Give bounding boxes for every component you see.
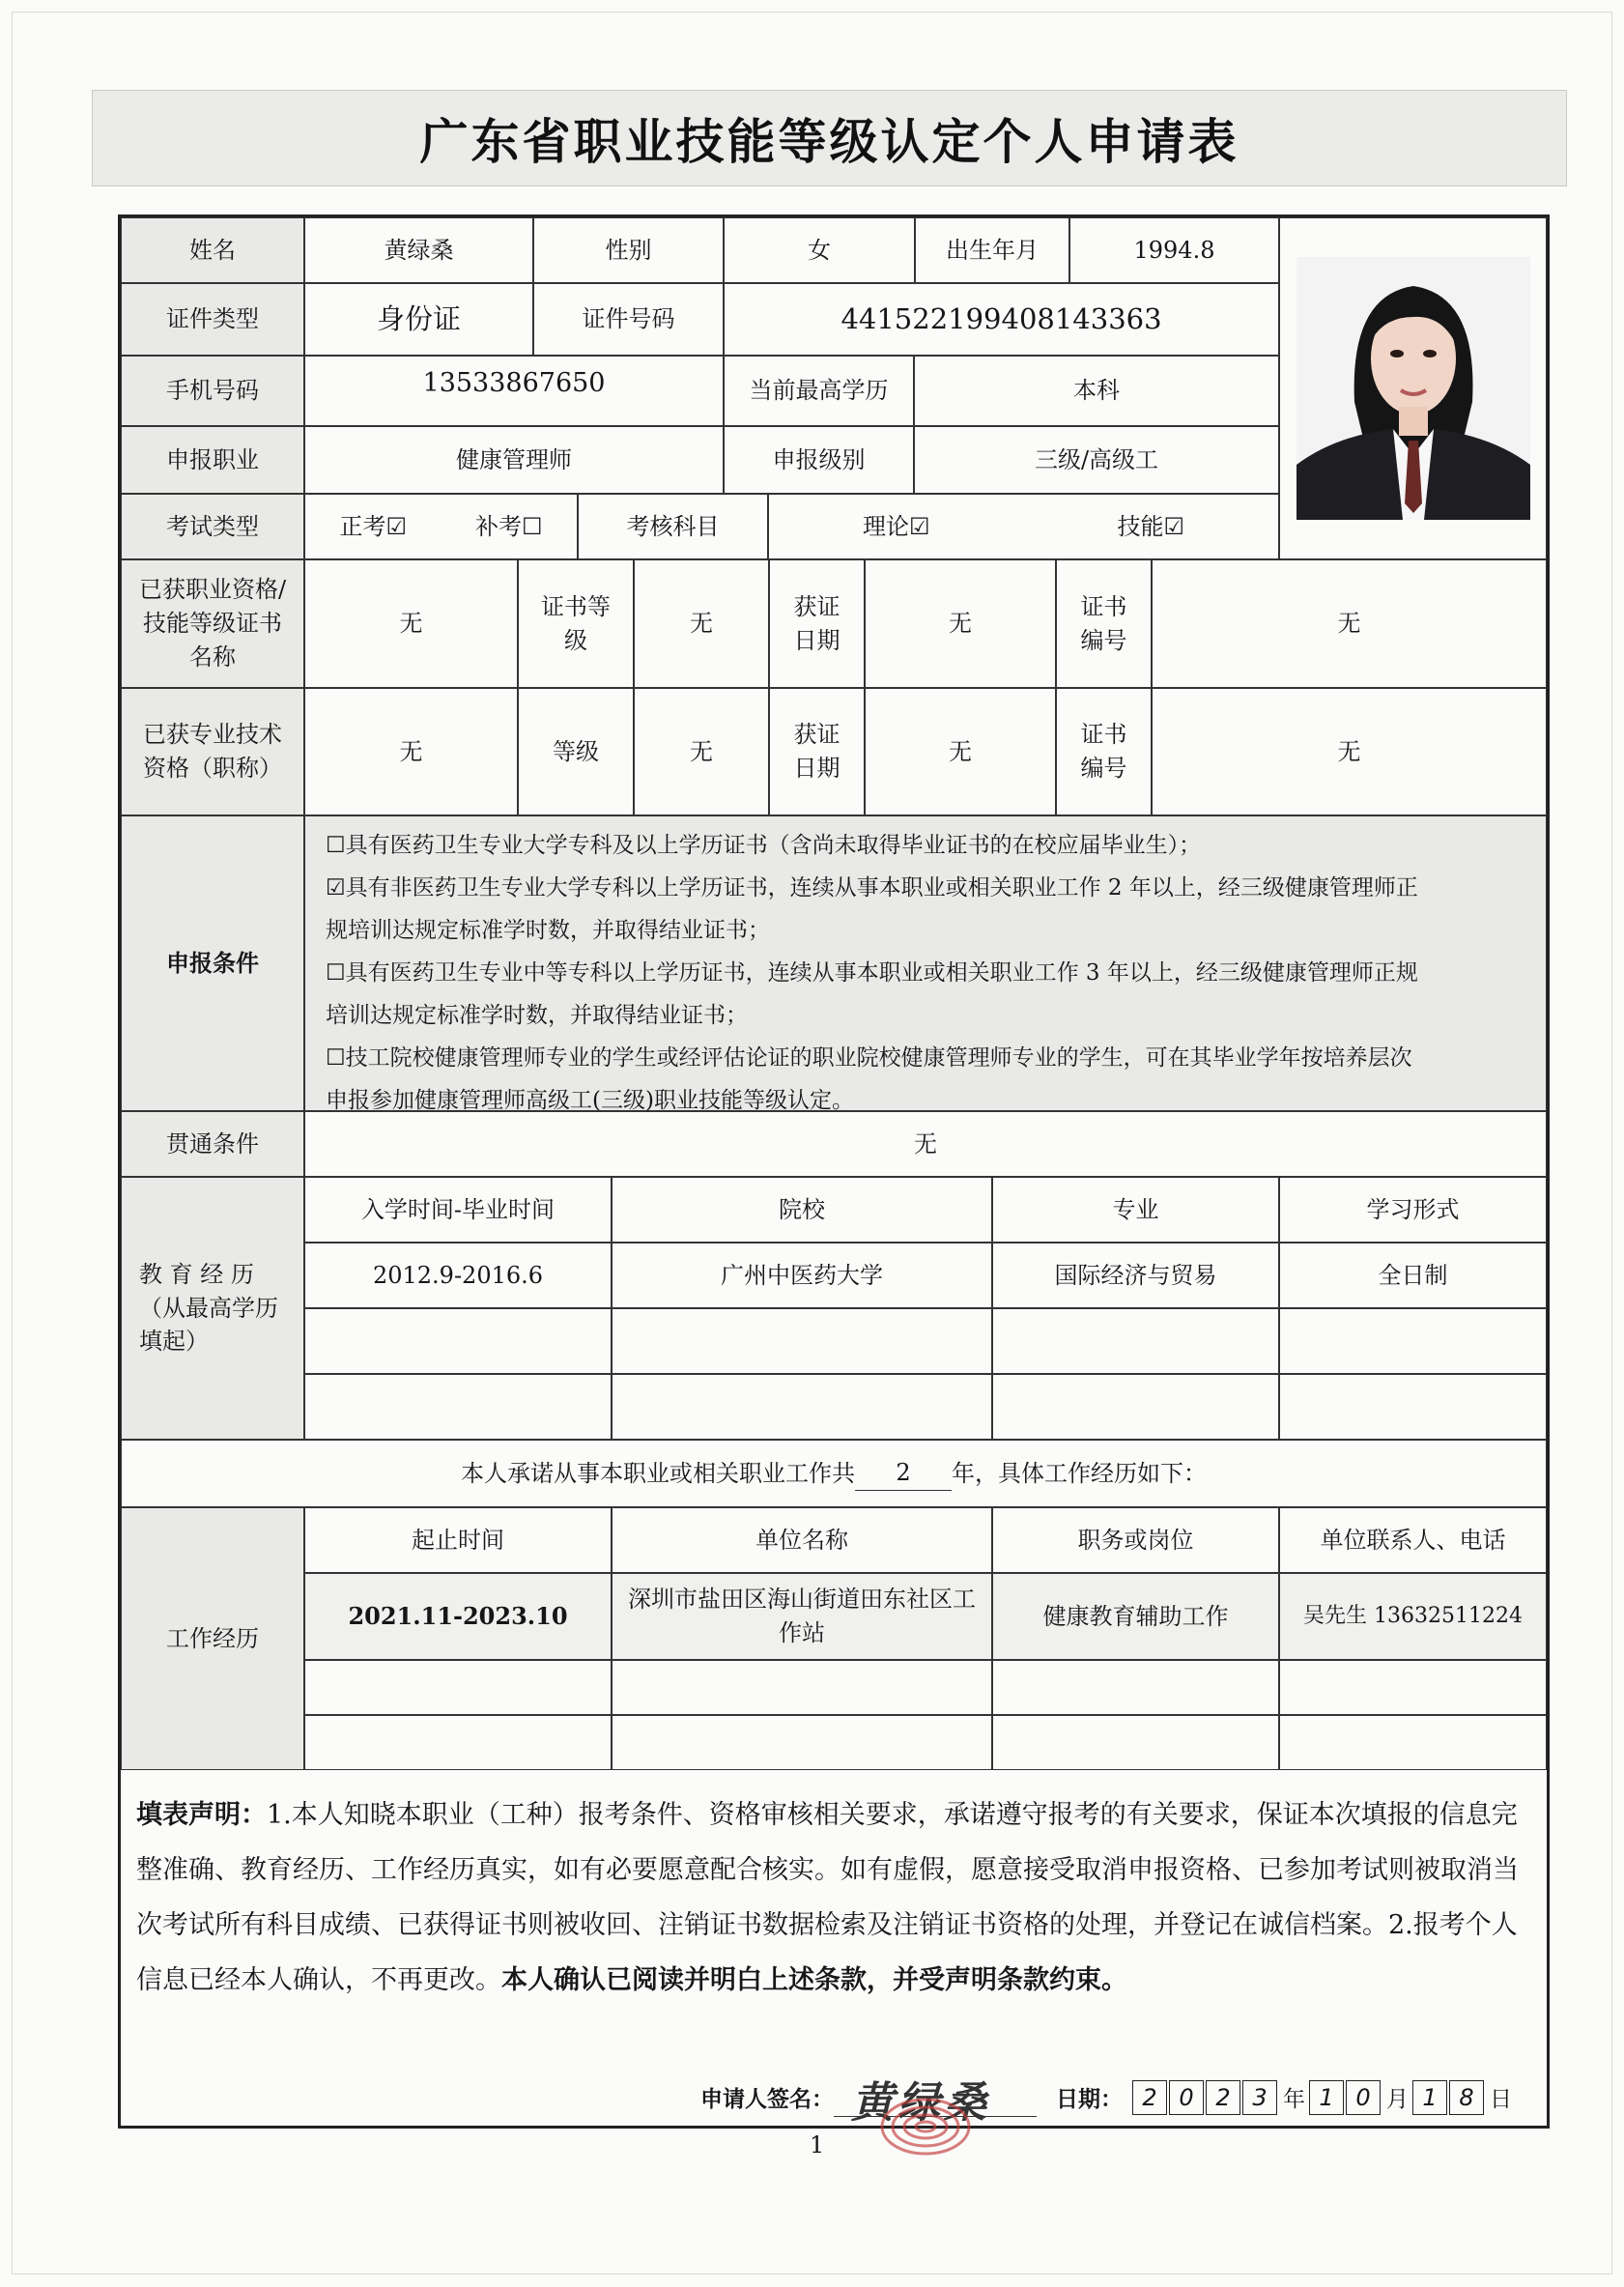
gender-label: 性别 <box>533 217 724 283</box>
level-value: 三级/高级工 <box>914 426 1279 494</box>
cert-date-value: 无 <box>865 559 1056 688</box>
commit-row <box>121 1440 1547 1507</box>
work-cell-empty <box>992 1660 1279 1715</box>
cert-no-value: 无 <box>1152 559 1547 688</box>
commit-years: 2 <box>855 1456 952 1491</box>
commit-after: 年，具体工作经历如下： <box>952 1459 1207 1487</box>
year-digit-box[interactable]: 2 <box>1206 2080 1240 2115</box>
declaration-body: 1.本人知晓本职业（工种）报考条件、资格审核相关要求，承诺遵守报考的有关要求，保证本次填报的信息完整准确、教育经历、工作经历真实，如有必要愿意配合核实。如有虚假，愿意接受取消申报资格、已参加考试则被取消当次考试所有科目成绩、已获得证书则被收回、注销证书数据检索及注销证书资格的处理，并登记在诚信档案。2.报考个人信息已经本人确认，不再更改。 <box>136 1800 1519 1995</box>
phone-label: 手机号码 <box>121 356 304 426</box>
edu-header: 院校 <box>612 1177 992 1243</box>
edu-value: 本科 <box>914 356 1279 426</box>
subject-label: 考核科目 <box>578 494 768 559</box>
work-cell: 健康教育辅助工作 <box>992 1573 1279 1660</box>
declaration-bold: 本人确认已阅读并明白上述条款，并受声明条款约束。 <box>501 1965 1127 1995</box>
work-cell-empty <box>612 1660 992 1715</box>
job-label: 申报职业 <box>121 426 304 494</box>
phone-value: 13533867650 <box>304 356 724 426</box>
skill-checkbox[interactable]: 技能☑ <box>1117 512 1184 540</box>
condition-line: 培训达规定标准学时数，并取得结业证书； <box>326 1003 748 1028</box>
signature-label: 申请人签名： <box>700 2086 834 2112</box>
edu-cell-empty <box>1279 1308 1547 1374</box>
work-cell: 2021.11-2023.10 <box>304 1573 612 1660</box>
work-label: 工作经历 <box>121 1507 304 1770</box>
work-cell-empty <box>304 1715 612 1770</box>
edu-cell-empty <box>992 1374 1279 1440</box>
theory-checkbox[interactable]: 理论☑ <box>862 512 930 540</box>
year-suffix: 年 <box>1283 2087 1305 2112</box>
month-digit-box[interactable]: 0 <box>1346 2080 1381 2115</box>
title-bar <box>92 90 1567 186</box>
edu-cell-empty <box>1279 1374 1547 1440</box>
job-value: 健康管理师 <box>304 426 724 494</box>
day-digit-box[interactable]: 8 <box>1449 2080 1484 2115</box>
tech-grade-value: 无 <box>634 688 769 815</box>
edu-header: 学习形式 <box>1279 1177 1547 1243</box>
work-cell-empty <box>612 1715 992 1770</box>
year-digit-box[interactable]: 0 <box>1169 2080 1204 2115</box>
conditions-label: 申报条件 <box>121 815 304 1111</box>
form-title: 广东省职业技能等级认定个人申请表 <box>419 114 1239 170</box>
id-type-label: 证件类型 <box>121 283 304 356</box>
name-value: 黄绿桑 <box>304 217 533 283</box>
cert-no-label: 证书编号 <box>1056 559 1152 688</box>
exam-type-label: 考试类型 <box>121 494 304 559</box>
condition-line[interactable]: ☐技工院校健康管理师专业的学生或经评估论证的职业院校健康管理师专业的学生，可在其毕业学年按培养层次 <box>326 1045 1412 1071</box>
condition-line[interactable]: ☑具有非医药卫生专业大学专科以上学历证书，连续从事本职业或相关职业工作 2 年以上，经三级健康管理师正 <box>326 875 1418 901</box>
cert-grade-value: 无 <box>634 559 769 688</box>
education-label: 教 育 经 历（从最高学历填起） <box>121 1177 304 1440</box>
work-cell: 深圳市盐田区海山街道田东社区工作站 <box>612 1573 992 1660</box>
name-label: 姓名 <box>121 217 304 283</box>
applicant-photo <box>1296 257 1530 520</box>
condition-line[interactable]: ☐具有医药卫生专业大学专科及以上学历证书（含尚未取得毕业证书的在校应届毕业生）； <box>326 833 1202 858</box>
cert-date-label: 获证日期 <box>769 559 865 688</box>
through-label: 贯通条件 <box>121 1111 304 1177</box>
edu-cell: 国际经济与贸易 <box>992 1243 1279 1308</box>
edu-cell-empty <box>612 1374 992 1440</box>
edu-cell: 全日制 <box>1279 1243 1547 1308</box>
work-cell-empty <box>304 1660 612 1715</box>
id-no-label: 证件号码 <box>533 283 724 356</box>
tech-grade-label: 等级 <box>518 688 634 815</box>
tech-no-value: 无 <box>1152 688 1547 815</box>
condition-line[interactable]: ☐具有医药卫生专业中等专科以上学历证书，连续从事本职业或相关职业工作 3 年以上，经三级健康管理师正规 <box>326 960 1418 986</box>
tech-date-value: 无 <box>865 688 1056 815</box>
work-cell-empty <box>1279 1660 1547 1715</box>
birth-value: 1994.8 <box>1069 217 1279 283</box>
work-header: 起止时间 <box>304 1507 612 1573</box>
page-number: 1 <box>810 2131 825 2158</box>
subject-options <box>768 494 1279 559</box>
exam-makeup-checkbox[interactable]: 补考☐ <box>474 512 543 540</box>
signature-row <box>700 2077 1512 2128</box>
edu-cell-empty <box>992 1308 1279 1374</box>
work-cell-empty <box>992 1715 1279 1770</box>
conditions-list <box>310 820 1535 1122</box>
condition-line: 规培训达规定标准学时数，并取得结业证书； <box>326 918 770 943</box>
exam-type-options <box>304 494 578 559</box>
day-suffix: 日 <box>1490 2087 1512 2112</box>
edu-cell-empty <box>612 1308 992 1374</box>
level-label: 申报级别 <box>724 426 914 494</box>
work-header: 单位联系人、电话 <box>1279 1507 1547 1573</box>
cert-label: 已获职业资格/技能等级证书名称 <box>121 559 304 688</box>
gender-value: 女 <box>724 217 915 283</box>
declaration-head: 填表声明： <box>136 1800 267 1830</box>
work-header: 职务或岗位 <box>992 1507 1279 1573</box>
birth-label: 出生年月 <box>915 217 1069 283</box>
month-suffix: 月 <box>1386 2087 1409 2112</box>
application-form <box>118 214 1550 2129</box>
declaration <box>136 1787 1527 2008</box>
edu-cell: 广州中医药大学 <box>612 1243 992 1308</box>
signature-handwriting: 黄绿桑 <box>851 2078 990 2128</box>
work-cell: 吴先生 13632511224 <box>1279 1573 1547 1660</box>
id-no-value: 441522199408143363 <box>724 283 1279 356</box>
id-type-value: 身份证 <box>304 283 533 356</box>
month-digit-box[interactable]: 1 <box>1309 2080 1344 2115</box>
cert-grade-label: 证书等级 <box>518 559 634 688</box>
tech-label: 已获专业技术资格（职称） <box>121 688 304 815</box>
tech-date-label: 获证日期 <box>769 688 865 815</box>
edu-header: 入学时间-毕业时间 <box>304 1177 612 1243</box>
cert-name-value: 无 <box>304 559 518 688</box>
work-cell-empty <box>1279 1715 1547 1770</box>
fingerprint-stamp <box>872 2093 979 2160</box>
day-digit-box[interactable]: 1 <box>1412 2080 1447 2115</box>
photo-cell <box>1279 217 1547 559</box>
date-label: 日期： <box>1056 2086 1123 2112</box>
condition-line: 申报参加健康管理师高级工(三级)职业技能等级认定。 <box>326 1088 854 1113</box>
year-digit-box[interactable]: 3 <box>1242 2080 1277 2115</box>
exam-normal-checkbox[interactable]: 正考☑ <box>339 512 407 540</box>
commit-before: 本人承诺从事本职业或相关职业工作共 <box>461 1459 855 1487</box>
tech-name-value: 无 <box>304 688 518 815</box>
edu-cell: 2012.9-2016.6 <box>304 1243 612 1308</box>
through-value: 无 <box>304 1111 1547 1177</box>
work-header: 单位名称 <box>612 1507 992 1573</box>
edu-cell-empty <box>304 1308 612 1374</box>
edu-label: 当前最高学历 <box>724 356 914 426</box>
year-digit-box[interactable]: 2 <box>1132 2080 1167 2115</box>
signature-line[interactable] <box>834 2077 1037 2128</box>
edu-cell-empty <box>304 1374 612 1440</box>
tech-no-label: 证书编号 <box>1056 688 1152 815</box>
edu-header: 专业 <box>992 1177 1279 1243</box>
